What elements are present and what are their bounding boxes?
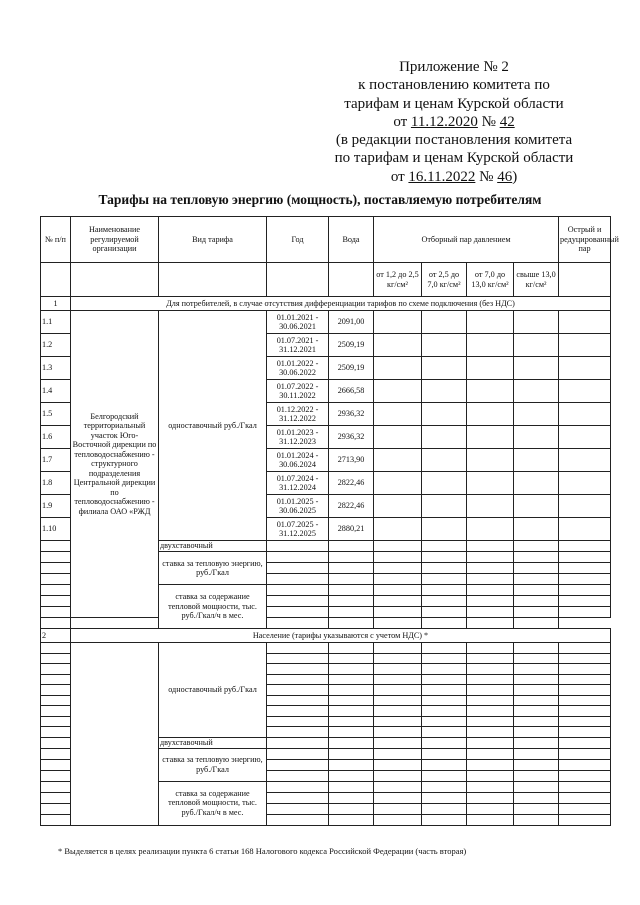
tariff-type: двухставочный xyxy=(159,737,267,748)
tariff-type: двухставочный xyxy=(159,541,267,552)
period: 01.01.2022 - 30.06.2022 xyxy=(267,357,329,380)
appendix-header xyxy=(300,58,608,186)
period: 01.01.2023 - 31.12.2023 xyxy=(267,426,329,449)
section-number: 1 xyxy=(41,297,71,311)
header-line: (в редакции постановления комитета xyxy=(335,132,573,149)
row-number: 1.5 xyxy=(41,403,71,426)
water-tariff: 2666,58 xyxy=(329,380,374,403)
col-num: № п/п xyxy=(41,217,71,263)
col-steam: Отборный пар давлением xyxy=(374,217,559,263)
header-text: от xyxy=(390,168,409,185)
rate-energy: ставка за тепловую энергию, руб./Гкал xyxy=(159,552,267,585)
period: 01.07.2021 - 31.12.2021 xyxy=(267,334,329,357)
col-pressure-3: от 7,0 до 13,0 кг/см² xyxy=(467,263,514,297)
water-tariff: 2822,46 xyxy=(329,472,374,495)
period: 01.07.2022 - 30.11.2022 xyxy=(267,380,329,403)
col-kind: Вид тарифа xyxy=(159,217,267,263)
tariff-table xyxy=(40,216,619,826)
table-row xyxy=(41,311,611,334)
header-line: Приложение № 2 xyxy=(399,59,509,75)
resolution-date: 11.12.2020 xyxy=(410,113,478,130)
water-tariff: 2880,21 xyxy=(329,518,374,541)
footnote: * Выделяется в целях реализации пункта 6 статьи 168 Налогового кодекса Российской Федерации (часть вторая) xyxy=(58,846,467,856)
rate-energy: ставка за тепловую энергию, руб./Гкал xyxy=(159,748,267,781)
col-year: Год xyxy=(267,217,329,263)
header-text: № xyxy=(477,113,500,130)
period: 01.12.2022 - 31.12.2022 xyxy=(267,403,329,426)
header-line xyxy=(300,168,608,186)
section-title: Для потребителей, в случае отсутствия дифференциации тарифов по схеме подключения (без НДС) xyxy=(71,297,611,311)
resolution-number: 42 xyxy=(499,113,515,130)
rate-capacity: ставка за содержание тепловой мощности, тыс. руб./Гкал/ч в мес. xyxy=(159,585,267,629)
col-water: Вода xyxy=(329,217,374,263)
organization-name xyxy=(71,643,159,826)
row-number: 1.6 xyxy=(41,426,71,449)
period: 01.01.2025 - 30.06.2025 xyxy=(267,495,329,518)
row-number: 1.2 xyxy=(41,334,71,357)
period: 01.01.2021 - 30.06.2021 xyxy=(267,311,329,334)
section-number: 2 xyxy=(41,629,71,643)
col-sharp-steam: Острый и редуцированный пар xyxy=(559,217,611,263)
header-text: № xyxy=(475,168,498,185)
page-title: Тарифы на тепловую энергию (мощность), поставляемую потребителям xyxy=(98,192,542,207)
col-pressure-4: свыше 13,0 кг/см² xyxy=(514,263,559,297)
header-text: от xyxy=(393,113,411,130)
water-tariff: 2936,32 xyxy=(329,403,374,426)
row-number: 1.1 xyxy=(41,311,71,334)
row-number: 1.9 xyxy=(41,495,71,518)
row-number: 1.3 xyxy=(41,357,71,380)
water-tariff: 2713,90 xyxy=(329,449,374,472)
col-pressure-1: от 1,2 до 2,5 кг/см² xyxy=(374,263,422,297)
water-tariff: 2509,19 xyxy=(329,334,374,357)
row-number: 1.7 xyxy=(41,449,71,472)
period: 01.07.2024 - 31.12.2024 xyxy=(267,472,329,495)
section-title: Население (тарифы указываются с учетом НДС) * xyxy=(71,629,611,643)
row-number: 1.8 xyxy=(41,472,71,495)
water-tariff: 2091,00 xyxy=(329,311,374,334)
row-number: 1.4 xyxy=(41,380,71,403)
header-line: к постановлению комитета по xyxy=(358,77,550,94)
header-line: по тарифам и ценам Курской области xyxy=(334,150,574,167)
rate-capacity: ставка за содержание тепловой мощности, тыс. руб./Гкал/ч в мес. xyxy=(159,781,267,825)
col-pressure-2: от 2,5 до 7,0 кг/см² xyxy=(422,263,467,297)
water-tariff: 2936,32 xyxy=(329,426,374,449)
amendment-date: 16.11.2022 xyxy=(408,168,476,185)
period: 01.07.2025 - 31.12.2025 xyxy=(267,518,329,541)
tariff-type: одноставочный руб./Гкал xyxy=(159,311,267,541)
header-line xyxy=(300,113,608,131)
period: 01.01.2024 - 30.06.2024 xyxy=(267,449,329,472)
water-tariff: 2822,46 xyxy=(329,495,374,518)
organization-name: Белгородский территориальный участок Юго-Восточной дирекции по тепловодоснабжению - структурного подразделения Центральной дирекции по тепловодоснабжению - филиала ОАО «РЖД xyxy=(71,311,159,618)
header-text: ) xyxy=(512,168,518,185)
water-tariff: 2509,19 xyxy=(329,357,374,380)
tariff-type: одноставочный руб./Гкал xyxy=(159,643,267,738)
header-line: тарифам и ценам Курской области xyxy=(344,95,564,112)
amendment-number: 46 xyxy=(497,168,513,185)
col-org: Наименование регулируемой организации xyxy=(71,217,159,263)
row-number: 1.10 xyxy=(41,518,71,541)
